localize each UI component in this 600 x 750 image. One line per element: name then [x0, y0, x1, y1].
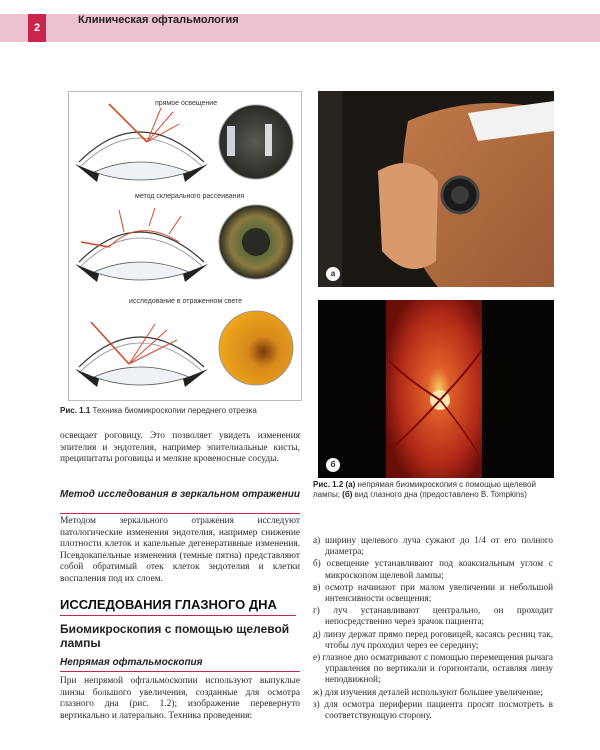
section-rule	[60, 615, 296, 616]
figure-1-2-caption: Рис. 1.2 (а) непрямая биомикроскопия с помощью щелевой лампы; (б) вид глазного дна (предоставлено B. Tompkins)	[313, 480, 536, 499]
label-retroillumination: исследование в отраженном свете	[129, 298, 243, 305]
heading-indirect: Непрямая офтальмоскопия	[60, 657, 203, 668]
page-number: 2	[28, 14, 46, 42]
heading-mirror-method: Метод исследования в зеркальном отражении	[60, 489, 300, 500]
list-item: в) осмотр начинают при малом увеличении и небольшой интенсивности освещения;	[313, 581, 553, 604]
list-item: ж) для изучения деталей используют большее увеличение;	[313, 686, 543, 697]
section-title: ИССЛЕДОВАНИЯ ГЛАЗНОГО ДНА	[60, 597, 277, 612]
figure-1-1	[68, 91, 302, 401]
photo-retroillumination	[219, 311, 293, 385]
badge-b: б	[326, 458, 340, 472]
running-header	[0, 14, 600, 42]
paragraph-mirror: Методом зеркального отражения исследуют патологические изменения эндотелия, например снижение плотности клеток и капельные дегенеративные изменения. Псевдокапельные изменения (темные пятна) представляют собой обратимый отек клеток эндотелия и клетки воспаления под их слоем.	[60, 516, 300, 584]
heading-indirect-rule	[60, 671, 300, 672]
list-item: б) освещение устанавливают под коаксиальным углом с микроскопом щелевой лампы;	[313, 558, 553, 580]
technique-list	[313, 535, 553, 722]
list-item: а) ширину щелевого луча сужают до 1/4 от его полного диаметра;	[313, 535, 553, 557]
photo-a-drawing	[318, 91, 554, 287]
label-direct-illumination: прямое освещение	[155, 100, 218, 107]
photo-b-drawing	[318, 300, 554, 478]
figure-1-1-drawing	[69, 92, 301, 400]
eye-diagram-direct	[75, 104, 208, 182]
paragraph-indirect: При непрямой офтальмоскопии используют выпуклые линзы большого увеличения, созданные для осмотра глазного дна (рис. 1.2); изображение перевернуто вертикально и латерально. Техника проведения:	[60, 676, 300, 721]
heading-rule	[60, 513, 300, 514]
eye-diagram-scleral	[75, 208, 208, 282]
list-item: з) для осмотра периферии пациента просят посмотреть в соответствующую сторону.	[313, 698, 553, 721]
figure-1-1-caption: Рис. 1.1 Техника биомикроскопии переднего отрезка	[60, 406, 257, 415]
list-item: д) линзу держат прямо перед роговицей, касаясь ресниц так, чтобы луч проходил через ее середину;	[313, 628, 553, 650]
list-item: г) луч устанавливают центрально, он проходит непосредственно через зрачок пациента;	[313, 605, 553, 627]
badge-a: a	[326, 267, 340, 281]
list-item: е) глазное дно осматривают с помощью перемещения рычага управления по вертикали и горизонтали, оставляя линзу неподвижной;	[313, 652, 553, 685]
photo-slit-lamp-exam	[318, 91, 554, 287]
eye-diagram-retro	[75, 322, 208, 387]
paragraph-cornea: освещает роговицу. Это позволяет увидеть изменения эпителия и эндотелия, например эпителиальные кисты, преципитаты роговицы и мелкие кровеносные сосуды.	[60, 431, 300, 465]
photo-fundus-view	[318, 300, 554, 478]
label-scleral-scatter: метод склерального рассеивания	[135, 193, 245, 200]
subsection-title: Биомикроскопия с помощью щелевой лампы	[60, 622, 290, 650]
chapter-title: Клиническая офтальмология	[78, 14, 239, 26]
